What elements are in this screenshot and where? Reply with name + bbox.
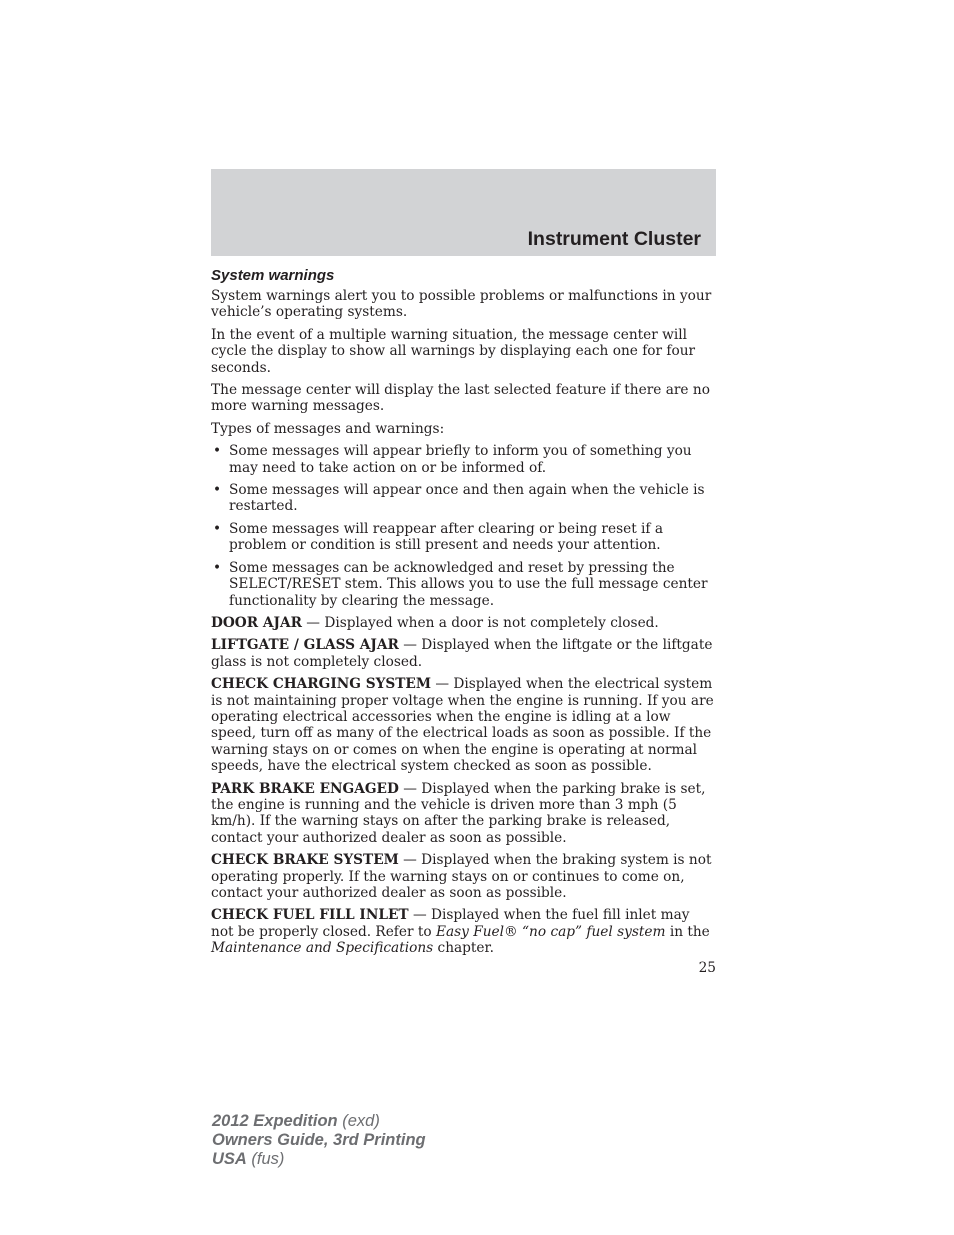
footer-printing: Owners Guide, 3rd Printing [212, 1131, 426, 1149]
paragraph: Types of messages and warnings: [211, 420, 445, 437]
list-item-text: Some messages will appear once and then again when the vehicle is restarted. [229, 482, 705, 515]
list-item [211, 482, 716, 515]
paragraph: In the event of a multiple warning situation, the message center will cycle the display to show all warnings by displaying each one for four seconds. [211, 326, 696, 376]
warning-check-brake-system [211, 852, 716, 901]
page-number: 25 [698, 960, 716, 976]
footer-market-code: (fus) [246, 1150, 285, 1168]
warning-park-brake-engaged [211, 781, 716, 847]
warning-liftgate-glass-ajar [211, 637, 716, 670]
warning-description: in the [665, 923, 710, 940]
warning-term: CHECK FUEL FILL INLET [211, 907, 409, 924]
list-item-text: Some messages will appear briefly to inform you of something you may need to take action on or be informed of. [229, 443, 692, 476]
warning-description: — Displayed when the electrical system is not maintaining proper voltage when the engine is running. If you are operating electrical accessories when the engine is idling at a low speed, turn off as many of the electrical loads as soon as possible. If the warning stays on or comes on when the engine is operating at normal speeds, have the electrical system checked as soon as possible. [211, 676, 714, 775]
footer-line [212, 1112, 426, 1131]
paragraph: System warnings alert you to possible problems or malfunctions in your vehicle’s operating systems. [211, 288, 712, 321]
warning-check-charging-system [211, 676, 716, 774]
page-content [211, 266, 716, 963]
warning-term: CHECK BRAKE SYSTEM [211, 852, 399, 869]
footer-line [212, 1150, 426, 1169]
footer-model-code: (exd) [337, 1112, 380, 1130]
bullet-icon: • [213, 559, 222, 576]
warning-description: — Displayed when the braking system is not operating properly. If the warning stays on or continues to come on, contact your authorized dealer as soon as possible. [211, 852, 712, 901]
footer-model: 2012 Expedition [212, 1112, 338, 1130]
list-item [211, 443, 716, 476]
list-item [211, 560, 716, 609]
section-title: System warnings [211, 267, 335, 284]
bullet-icon: • [213, 482, 222, 499]
list-item-text: Some messages will reappear after clearing or being reset if a problem or condition is still present and needs your attention. [229, 520, 664, 554]
list-item [211, 521, 716, 554]
chapter-title: Instrument Cluster [527, 228, 701, 250]
warning-description: — Displayed when the liftgate or the liftgate glass is not completely closed. [211, 637, 713, 670]
warning-term: DOOR AJAR [211, 614, 302, 631]
chapter-reference: Maintenance and Specifications [211, 940, 434, 957]
bullet-icon: • [213, 520, 222, 537]
message-types-list [211, 443, 716, 609]
document-footer [212, 1112, 426, 1169]
list-item-text: Some messages can be acknowledged and reset by pressing the SELECT/RESET stem. This allows you to use the full message center functionality by clearing the message. [229, 559, 708, 609]
footer-market: USA [212, 1150, 247, 1168]
bullet-icon: • [213, 443, 222, 460]
easy-fuel-reference: Easy Fuel® “no cap” fuel system [435, 923, 666, 940]
footer-line [212, 1131, 426, 1150]
warning-description: — Displayed when the fuel fill inlet may not be properly closed. Refer to [211, 907, 690, 940]
warning-term: LIFTGATE / GLASS AJAR [211, 637, 399, 654]
warning-check-fuel-fill-inlet [211, 907, 716, 956]
chapter-header-band [211, 169, 716, 256]
warning-description: — Displayed when the parking brake is set, the engine is running and the vehicle is driven more than 3 mph (5 km/h). If the warning stays on after the parking brake is released, contact your authorized dealer as soon as possible. [211, 780, 706, 846]
paragraph: The message center will display the last selected feature if there are no more warning messages. [211, 382, 710, 415]
warning-description: — Displayed when a door is not completely closed. [301, 614, 659, 631]
warning-description: chapter. [433, 940, 494, 957]
warning-door-ajar [211, 615, 716, 631]
warning-term: CHECK CHARGING SYSTEM [211, 676, 432, 693]
warning-term: PARK BRAKE ENGAGED [211, 780, 399, 797]
